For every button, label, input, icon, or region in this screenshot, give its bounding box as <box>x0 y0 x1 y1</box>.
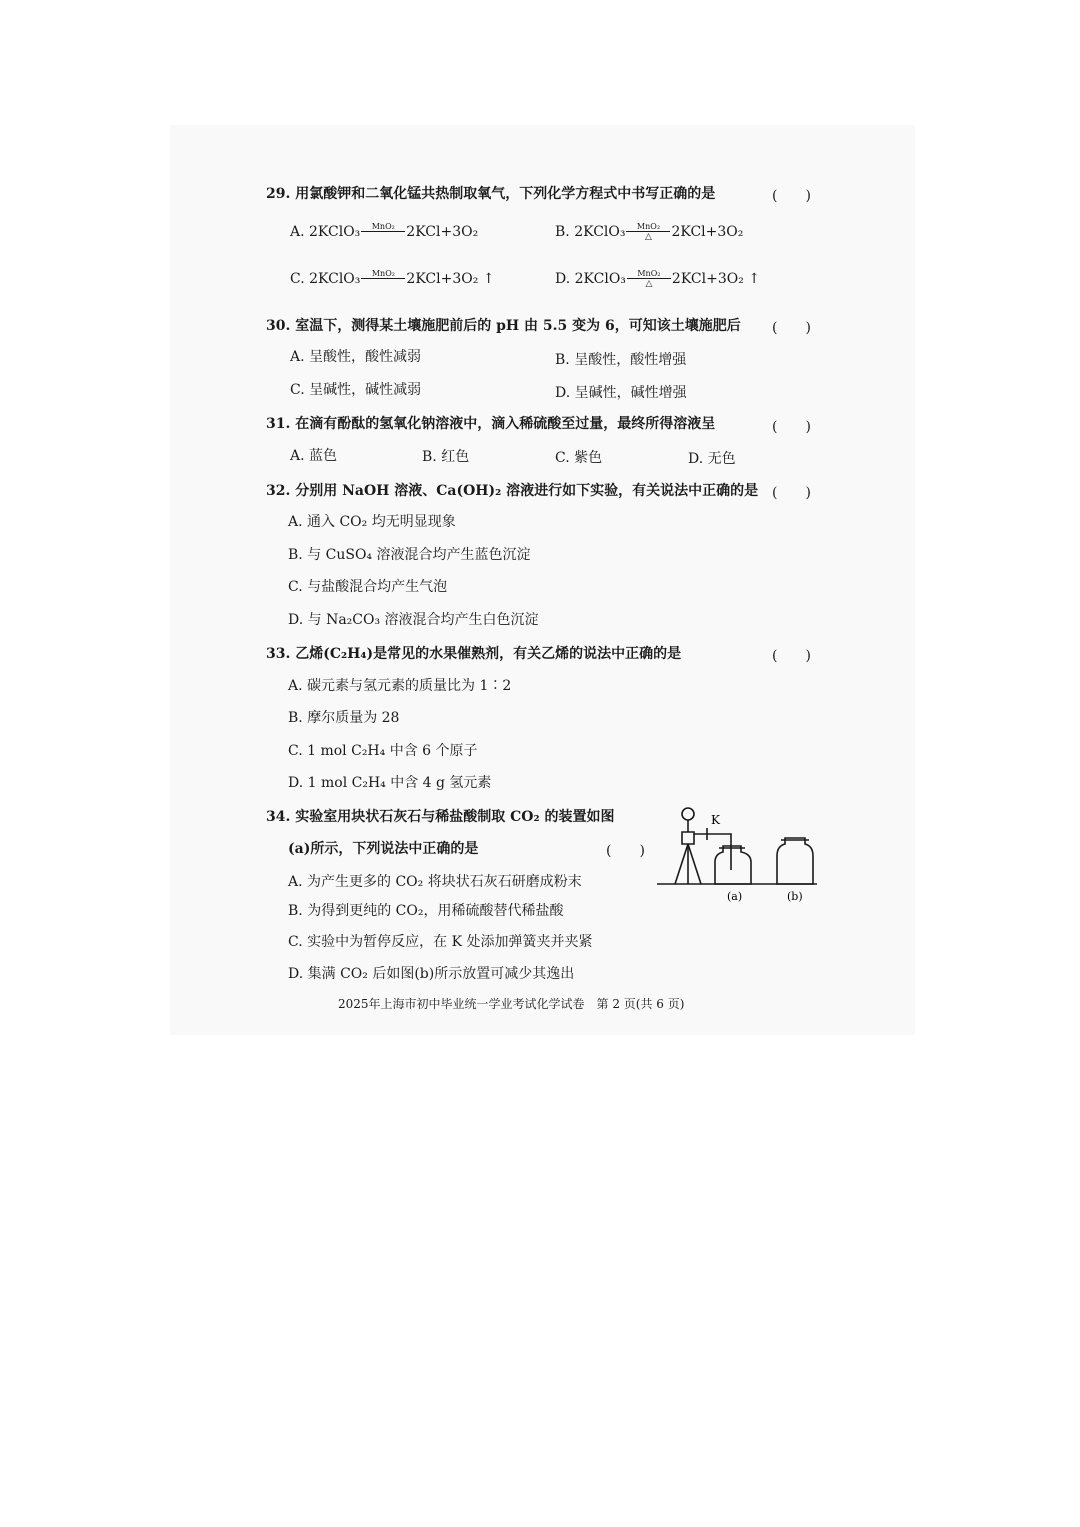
q34-option-c: C. 实验中为暂停反应，在 K 处添加弹簧夹并夹紧 <box>288 934 593 950</box>
q34-option-d: D. 集满 CO₂ 后如图(b)所示放置可减少其逸出 <box>288 966 575 982</box>
reaction-arrow <box>626 222 670 242</box>
q31-option-c: C. 紫色 <box>555 450 603 466</box>
q29-d-product: 2KCl+3O₂ ↑ <box>671 271 761 287</box>
q31-option-d: D. 无色 <box>688 451 736 467</box>
q29-c-reactant: 2KClO₃ <box>309 271 361 287</box>
answer-paren-30: ( ) <box>772 320 811 336</box>
q31-option-a: A. 蓝色 <box>290 448 338 464</box>
q33-option-d: D. 1 mol C₂H₄ 中含 4 g 氢元素 <box>288 775 492 791</box>
q29-option-a <box>290 222 478 242</box>
q32-option-a: A. 通入 CO₂ 均无明显现象 <box>288 514 456 530</box>
q29-a-label: A. <box>290 224 305 240</box>
catalyst-label: MnO₂ <box>371 222 395 231</box>
stand-leg <box>688 844 701 884</box>
stand-leg <box>675 844 688 884</box>
q34-option-a: A. 为产生更多的 CO₂ 将块状石灰石研磨成粉末 <box>288 874 582 890</box>
apparatus-figure <box>655 800 825 905</box>
q29-c-product: 2KCl+3O₂ ↑ <box>406 271 495 287</box>
answer-paren-29: ( ) <box>772 188 811 204</box>
valve-label: K <box>711 813 720 827</box>
q29-b-product: 2KCl+3O₂ <box>671 224 744 240</box>
funnel-bulb <box>682 808 694 820</box>
reaction-arrow <box>361 269 405 289</box>
question-34-stem-line1: 34. 实验室用块状石灰石与稀盐酸制取 CO₂ 的装置如图 <box>266 809 615 825</box>
reaction-arrow <box>627 269 671 289</box>
q29-a-product: 2KCl+3O₂ <box>406 224 479 240</box>
q29-b-reactant: 2KClO₃ <box>574 224 626 240</box>
q32-option-b: B. 与 CuSO₄ 溶液混合均产生蓝色沉淀 <box>288 547 531 563</box>
answer-paren-32: ( ) <box>772 485 811 501</box>
heat-symbol: △ <box>645 279 653 289</box>
catalyst-label: MnO₂ <box>371 269 395 278</box>
q30-option-d: D. 呈碱性，碱性增强 <box>555 385 687 401</box>
question-31-stem: 31. 在滴有酚酞的氢氧化钠溶液中，滴入稀硫酸至过量，最终所得溶液呈 <box>266 416 716 432</box>
q33-option-c: C. 1 mol C₂H₄ 中含 6 个原子 <box>288 743 478 759</box>
delivery-tube <box>694 834 731 870</box>
q29-d-label: D. <box>555 271 571 287</box>
q30-option-a: A. 呈酸性，酸性减弱 <box>290 349 422 365</box>
q30-option-c: C. 呈碱性，碱性减弱 <box>290 382 422 398</box>
answer-paren-34: ( ) <box>606 843 645 859</box>
answer-paren-31: ( ) <box>772 419 811 435</box>
page-footer: 2025年上海市初中毕业统一学业考试化学试卷 第 2 页(共 6 页) <box>338 997 685 1011</box>
generator-vessel <box>682 832 694 844</box>
q32-option-d: D. 与 Na₂CO₃ 溶液混合均产生白色沉淀 <box>288 612 539 628</box>
q29-option-d <box>555 269 760 289</box>
question-33-stem: 33. 乙烯(C₂H₄)是常见的水果催熟剂，有关乙烯的说法中正确的是 <box>266 646 682 662</box>
q29-d-reactant: 2KClO₃ <box>574 271 626 287</box>
q30-option-b: B. 呈酸性，酸性增强 <box>555 352 687 368</box>
question-34-stem-line2: (a)所示，下列说法中正确的是 <box>288 841 479 857</box>
q29-b-label: B. <box>555 224 570 240</box>
q29-a-reactant: 2KClO₃ <box>309 224 361 240</box>
q29-option-b <box>555 222 743 242</box>
question-29-stem: 29. 用氯酸钾和二氧化锰共热制取氧气，下列化学方程式中书写正确的是 <box>266 186 716 202</box>
heat-symbol: △ <box>645 232 652 242</box>
figure-label-b: (b) <box>787 890 803 903</box>
q29-c-label: C. <box>290 271 305 287</box>
collecting-bottle-a <box>715 846 751 884</box>
figure-label-a: (a) <box>727 890 743 903</box>
catalyst-label: MnO₂ <box>637 269 661 278</box>
answer-paren-33: ( ) <box>772 648 811 664</box>
q29-option-c <box>290 269 495 289</box>
catalyst-label: MnO₂ <box>636 222 661 231</box>
q34-option-b: B. 为得到更纯的 CO₂，用稀硫酸替代稀盐酸 <box>288 903 564 919</box>
question-32-stem: 32. 分别用 NaOH 溶液、Ca(OH)₂ 溶液进行如下实验，有关说法中正确的是 <box>266 483 759 499</box>
q32-option-c: C. 与盐酸混合均产生气泡 <box>288 579 448 595</box>
q33-option-a: A. 碳元素与氢元素的质量比为 1∶2 <box>288 678 512 694</box>
question-30-stem: 30. 室温下，测得某土壤施肥前后的 pH 由 5.5 变为 6，可知该土壤施肥后 <box>266 318 741 334</box>
reaction-arrow <box>361 222 405 242</box>
collecting-bottle-b <box>777 838 813 884</box>
q31-option-b: B. 红色 <box>422 449 470 465</box>
q33-option-b: B. 摩尔质量为 28 <box>288 710 400 726</box>
